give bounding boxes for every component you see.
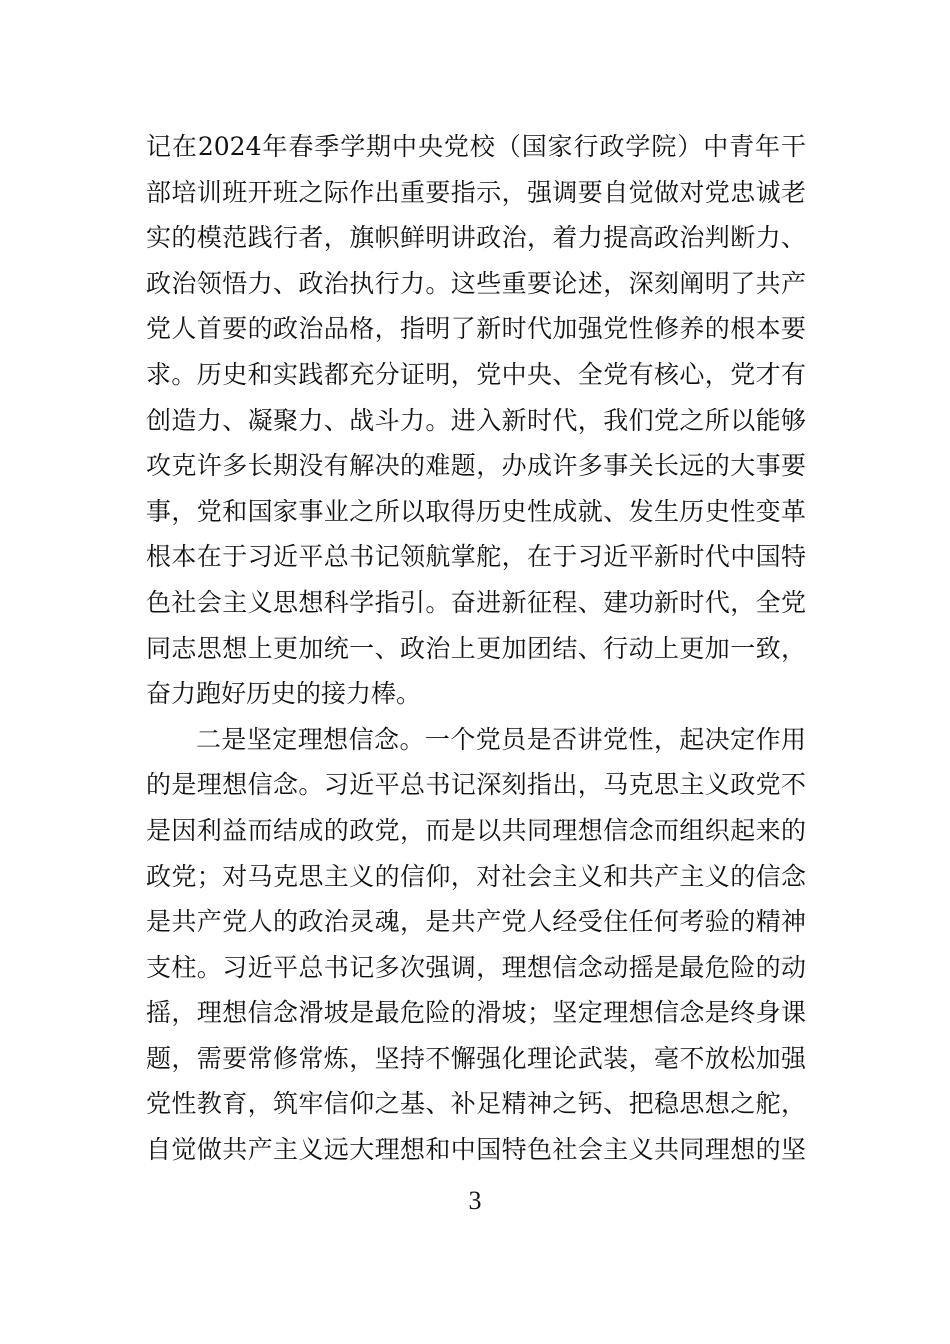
- page-number: 3: [468, 1186, 482, 1215]
- text-line: 创造力、凝聚力、战斗力。进入新时代，我们党之所以能够: [146, 405, 806, 435]
- text-line: 部培训班开班之际作出重要指示，强调要自觉做对党忠诚老: [146, 177, 806, 207]
- text-line: 二是坚定理想信念。一个党员是否讲党性，起决定作用: [196, 724, 806, 754]
- text-line: 政治领悟力、政治执行力。这些重要论述，深刻阐明了共产: [146, 268, 806, 298]
- paragraph-1: [146, 124, 806, 717]
- text-line: 题，需要常修常炼，坚持不懈强化理论武装，毫不放松加强: [146, 1043, 806, 1073]
- text-line: 记在2024年春季学期中央党校（国家行政学院）中青年干: [146, 132, 806, 161]
- text-line: 支柱。习近平总书记多次强调，理想信念动摇是最危险的动: [146, 952, 806, 982]
- text-line: 自觉做共产主义远大理想和中国特色社会主义共同理想的坚: [146, 1135, 806, 1165]
- text-line: 政党；对马克思主义的信仰，对社会主义和共产主义的信念: [146, 861, 806, 891]
- text-line: 攻克许多长期没有解决的难题，办成许多事关长远的大事要: [146, 451, 806, 481]
- text-line: 实的模范践行者，旗帜鲜明讲政治，着力提高政治判断力、: [146, 223, 806, 253]
- text-line: 根本在于习近平总书记领航掌舵，在于习近平新时代中国特: [146, 542, 806, 572]
- paragraph-2: [146, 717, 806, 1173]
- text-line: 奋力跑好历史的接力棒。: [146, 679, 422, 709]
- text-line: 党人首要的政治品格，指明了新时代加强党性修养的根本要: [146, 314, 806, 344]
- document-body: [146, 124, 806, 1173]
- text-line: 的是理想信念。习近平总书记深刻指出，马克思主义政党不: [146, 770, 806, 800]
- text-line: 事，党和国家事业之所以取得历史性成就、发生历史性变革: [146, 496, 806, 526]
- text-line: 色社会主义思想科学指引。奋进新征程、建功新时代，全党: [146, 587, 806, 617]
- text-line: 党性教育，筑牢信仰之基、补足精神之钙、把稳思想之舵，: [146, 1089, 806, 1119]
- text-line: 是共产党人的政治灵魂，是共产党人经受住任何考验的精神: [146, 907, 806, 937]
- text-line: 同志思想上更加统一、政治上更加团结、行动上更加一致，: [146, 633, 806, 663]
- text-line: 摇，理想信念滑坡是最危险的滑坡；坚定理想信念是终身课: [146, 998, 806, 1028]
- text-line: 是因利益而结成的政党，而是以共同理想信念而组织起来的: [146, 815, 806, 845]
- text-line: 求。历史和实践都充分证明，党中央、全党有核心，党才有: [146, 359, 806, 389]
